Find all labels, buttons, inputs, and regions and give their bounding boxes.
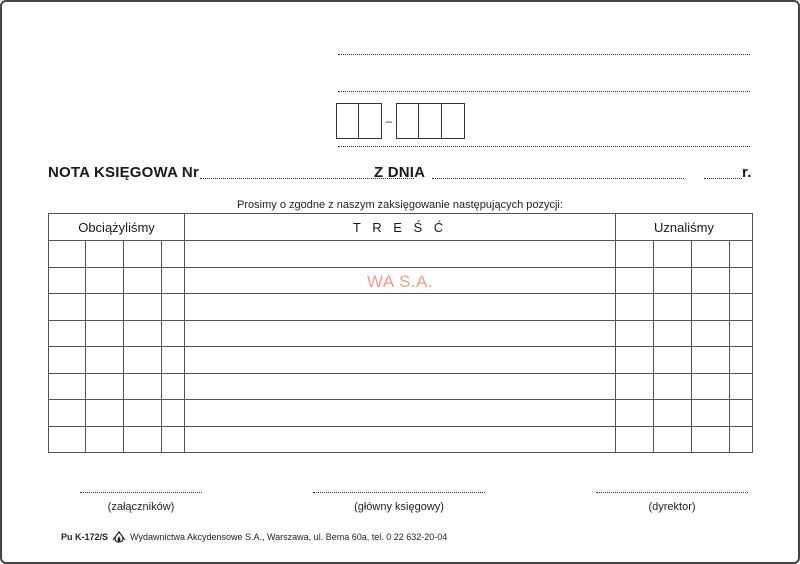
account-box-1[interactable] [336, 103, 359, 139]
credit-cell[interactable] [730, 400, 753, 427]
publisher-logo-icon [112, 531, 126, 543]
debit-cell[interactable] [124, 241, 162, 268]
debit-cell[interactable] [162, 426, 185, 453]
credit-cell[interactable] [654, 320, 692, 347]
credit-cell[interactable] [730, 267, 753, 294]
content-cell[interactable] [185, 426, 616, 453]
debit-cell[interactable] [86, 347, 124, 374]
account-box-2[interactable] [359, 103, 382, 139]
publisher-info: Wydawnictwa Akcydensowe S.A., Warszawa, ul. Bema 60a, tel. 0 22 632-20-04 [130, 532, 448, 542]
debit-cell[interactable] [49, 241, 86, 268]
debit-cell[interactable] [49, 426, 86, 453]
footer [61, 531, 447, 543]
chief-accountant-field[interactable] [313, 492, 485, 493]
debit-cell[interactable] [86, 373, 124, 400]
header-line-3[interactable] [338, 146, 750, 147]
credit-cell[interactable] [616, 267, 654, 294]
header-line-1[interactable] [338, 54, 750, 55]
debit-cell[interactable] [162, 373, 185, 400]
account-box-3[interactable] [396, 103, 419, 139]
entries-table [48, 213, 753, 453]
debit-cell[interactable] [86, 400, 124, 427]
credit-cell[interactable] [654, 373, 692, 400]
content-cell[interactable] [185, 241, 616, 268]
title-row [48, 164, 753, 186]
credit-cell[interactable] [616, 320, 654, 347]
table-row [49, 294, 753, 321]
credit-cell[interactable] [730, 426, 753, 453]
date-field[interactable] [432, 178, 684, 179]
table-row [49, 241, 753, 268]
form-code: Pu K-172/S [61, 532, 109, 542]
content-cell[interactable] [185, 347, 616, 374]
debit-cell[interactable] [49, 347, 86, 374]
debit-cell[interactable] [124, 320, 162, 347]
credit-cell[interactable] [616, 347, 654, 374]
debit-cell[interactable] [49, 267, 86, 294]
account-number-boxes [336, 103, 465, 139]
credit-cell[interactable] [692, 400, 730, 427]
debit-cell[interactable] [124, 373, 162, 400]
year-suffix: r. [742, 164, 752, 181]
content-cell[interactable] [185, 294, 616, 321]
debit-cell[interactable] [86, 426, 124, 453]
account-box-5[interactable] [442, 103, 465, 139]
credit-cell[interactable] [692, 267, 730, 294]
debit-cell[interactable] [49, 373, 86, 400]
table-row [49, 347, 753, 374]
attachments-label: (załączników) [107, 501, 175, 513]
debit-cell[interactable] [162, 320, 185, 347]
content-cell[interactable] [185, 400, 616, 427]
credit-cell[interactable] [692, 320, 730, 347]
signature-director [596, 492, 748, 513]
debit-cell[interactable] [162, 267, 185, 294]
credit-cell[interactable] [654, 426, 692, 453]
credit-cell[interactable] [730, 347, 753, 374]
credit-cell[interactable] [654, 347, 692, 374]
debit-cell[interactable] [162, 241, 185, 268]
debit-cell[interactable] [49, 400, 86, 427]
content-header: T R E Ś Ć [185, 214, 616, 241]
credit-cell[interactable] [616, 241, 654, 268]
credit-cell[interactable] [654, 241, 692, 268]
document-title: NOTA KSIĘGOWA Nr [48, 164, 199, 181]
table-row [49, 373, 753, 400]
signature-attachments [80, 492, 202, 513]
attachments-field[interactable] [80, 492, 202, 493]
debit-cell[interactable] [124, 267, 162, 294]
content-cell[interactable] [185, 320, 616, 347]
director-field[interactable] [596, 492, 748, 493]
instruction-text: Prosimy o zgodne z naszym zaksięgowanie następujących pozycji: [237, 199, 563, 211]
debit-cell[interactable] [86, 320, 124, 347]
credit-cell[interactable] [692, 426, 730, 453]
credit-cell[interactable] [730, 320, 753, 347]
credit-cell[interactable] [616, 400, 654, 427]
debit-cell[interactable] [49, 294, 86, 321]
credit-cell[interactable] [730, 241, 753, 268]
debit-cell[interactable] [86, 241, 124, 268]
credit-cell[interactable] [692, 241, 730, 268]
header-line-2[interactable] [338, 91, 750, 92]
chief-accountant-label: (główny księgowy) [354, 501, 444, 513]
debit-cell[interactable] [124, 294, 162, 321]
debit-cell[interactable] [86, 294, 124, 321]
year-field[interactable] [704, 178, 742, 179]
signature-chief-accountant [313, 492, 485, 513]
credit-cell[interactable] [692, 373, 730, 400]
credit-cell[interactable] [654, 294, 692, 321]
credit-cell[interactable] [692, 294, 730, 321]
table-row [49, 400, 753, 427]
credit-cell[interactable] [730, 373, 753, 400]
debit-cell[interactable] [86, 267, 124, 294]
account-box-4[interactable] [419, 103, 442, 139]
credit-cell[interactable] [692, 347, 730, 374]
credit-cell[interactable] [654, 400, 692, 427]
credit-cell[interactable] [654, 267, 692, 294]
debit-header: Obciążyliśmy [49, 214, 185, 241]
table-row [49, 320, 753, 347]
credit-cell[interactable] [616, 426, 654, 453]
table-row [49, 426, 753, 453]
credit-cell[interactable] [730, 294, 753, 321]
table-header-row [49, 214, 753, 241]
debit-cell[interactable] [124, 426, 162, 453]
debit-cell[interactable] [162, 347, 185, 374]
credit-header: Uznaliśmy [616, 214, 753, 241]
debit-cell[interactable] [162, 400, 185, 427]
credit-cell[interactable] [616, 373, 654, 400]
debit-cell[interactable] [162, 294, 185, 321]
content-cell[interactable] [185, 373, 616, 400]
debit-cell[interactable] [124, 400, 162, 427]
account-separator: – [385, 114, 393, 128]
date-label: Z DNIA [374, 164, 426, 181]
credit-cell[interactable] [616, 294, 654, 321]
watermark: WA S.A. [366, 272, 434, 291]
debit-cell[interactable] [124, 347, 162, 374]
director-label: (dyrektor) [648, 501, 696, 513]
debit-cell[interactable] [49, 320, 86, 347]
